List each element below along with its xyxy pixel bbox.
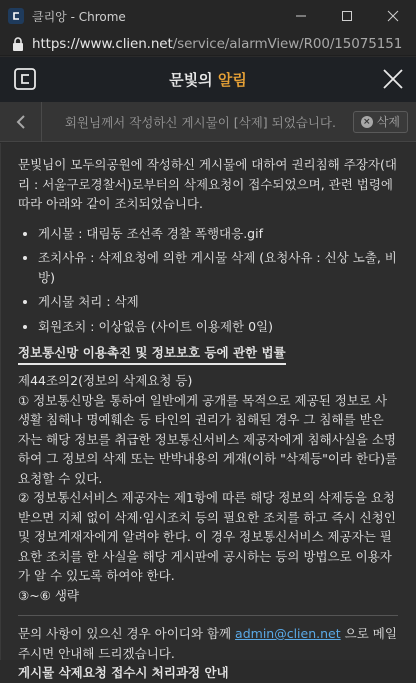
notice-content bbox=[0, 143, 416, 680]
list-item: • 게시물 처리 : 삭제 bbox=[38, 292, 398, 312]
clause-2: ② 정보통신서비스 제공자는 제1항에 따른 해당 정보의 삭제등을 요청받으면 지체 없이 삭제·임시조치 등의 필요한 조치를 하고 즉시 신청인 및 정보게재자에게 알려야 한다. 이 경우 정보통신서비스 제공자는 필요한 조치를 한 사실을 해당 게시판에 공시하는 등의 방법으로 이용자가 알 수 있도록 하여야 한다. bbox=[18, 490, 396, 583]
page-title-accent: 알림 bbox=[217, 71, 247, 89]
close-window-button[interactable] bbox=[370, 0, 416, 32]
url-path: /service/alarmView/R00/15075151 bbox=[172, 35, 403, 52]
list-item: • 회원조치 : 이상없음 (사이트 이용제한 0일) bbox=[38, 317, 398, 337]
article-title: 제44조의2(정보의 삭제요청 등) bbox=[18, 373, 193, 388]
close-icon[interactable] bbox=[382, 68, 404, 90]
action-list bbox=[18, 224, 398, 337]
law-title: 정보통신망 이용촉진 및 정보보호 등에 관한 법률 bbox=[18, 344, 286, 365]
process-guide-heading: 게시물 삭제요청 접수시 처리과정 안내 bbox=[18, 665, 229, 680]
clause-rest: ③~⑥ 생략 bbox=[18, 587, 80, 603]
contact-email-link[interactable]: admin@clien.net bbox=[235, 626, 341, 641]
minimize-button[interactable] bbox=[278, 0, 324, 32]
contact-after: 으로 메일 주시면 안내해 드리겠습니다. bbox=[18, 626, 397, 661]
page-title bbox=[169, 69, 247, 90]
page-title-owner: 문빛의 bbox=[169, 71, 218, 89]
delete-badge-label: 삭제 bbox=[376, 115, 400, 129]
clien-menu-icon[interactable] bbox=[14, 68, 36, 90]
list-item: • 조치사유 : 삭제요청에 의한 게시물 삭제 (요청사유 : 신상 노출, 비방) bbox=[38, 248, 398, 287]
banner-message: 회원님께서 작성하신 게시물이 [삭제] 되었습니다. bbox=[64, 114, 336, 130]
delete-badge bbox=[353, 111, 408, 133]
delete-x-icon: × bbox=[361, 116, 373, 128]
clien-logo-icon bbox=[8, 8, 24, 24]
clause-1: ① 정보통신망을 통하여 일반에게 공개를 목적으로 제공된 정보로 사생활 침해나 명예훼손 등 타인의 권리가 침해된 경우 그 침해를 받은 자는 해당 정보를 취급한 정보통신서비스 제공자에게 침해사실을 소명하여 그 정보의 삭제 또는 반박내용의 게재(이하 "삭제등"이라 한다)를 요청할 수 있다. bbox=[18, 392, 398, 486]
contact-before: 문의 사항이 있으신 경우 아이디와 함께 bbox=[18, 626, 236, 641]
close-window-icon bbox=[388, 11, 398, 21]
window-title: 클리앙 - Chrome bbox=[32, 9, 126, 24]
maximize-button[interactable] bbox=[324, 0, 370, 32]
maximize-icon bbox=[342, 11, 352, 21]
divider bbox=[18, 615, 398, 616]
url-text bbox=[32, 36, 402, 52]
lock-icon bbox=[12, 37, 24, 51]
address-bar[interactable] bbox=[0, 32, 416, 56]
notice-banner bbox=[0, 102, 416, 142]
list-item: • 게시물 : 대림동 조선족 경찰 폭행대응.gif bbox=[38, 224, 398, 244]
contact-paragraph bbox=[18, 624, 398, 663]
back-button[interactable] bbox=[0, 102, 42, 142]
minimize-icon bbox=[296, 11, 306, 21]
intro-paragraph: 문빛님이 모두의공원에 작성하신 게시물에 대하여 권리침해 주장자(대리 : 서울구로경찰서)로부터의 삭제요청이 접수되었으며, 관련 법령에 따라 아래와 같이 조치되었습니다. bbox=[18, 157, 397, 211]
chevron-left-icon bbox=[16, 114, 26, 130]
app-header bbox=[0, 57, 416, 102]
url-host: https://www.clien.net bbox=[32, 35, 173, 52]
window-titlebar bbox=[0, 0, 416, 32]
